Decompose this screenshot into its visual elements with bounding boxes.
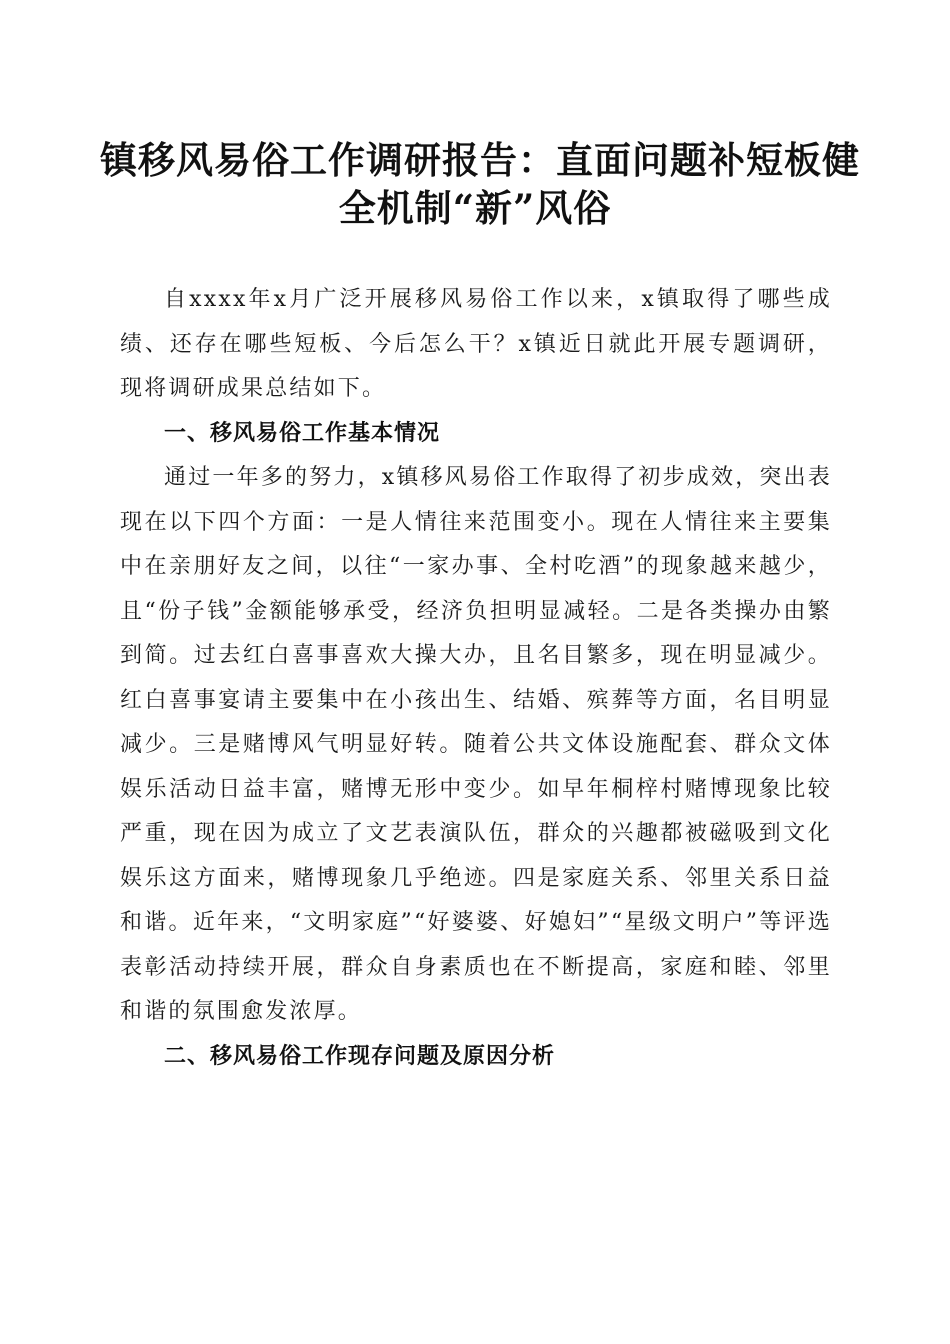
section-1-heading: 一、移风易俗工作基本情况: [164, 420, 441, 446]
document-title: [100, 136, 860, 232]
section-2-heading: 二、移风易俗工作现存问题及原因分析: [164, 1043, 556, 1069]
title-line-1: 镇移风易俗工作调研报告：直面问题补短板健: [100, 138, 860, 182]
document-body: [120, 278, 832, 1079]
title-line-2: 全机制“新”风俗: [338, 186, 612, 230]
section-1-paragraph: 通过一年多的努力，x镇移风易俗工作取得了初步成效，突出表现在以下四个方面：一是人情往来范围变小。现在人情往来主要集中在亲朋好友之间，以往“一家办事、全村吃酒”的现象越来越少，且“份子钱”金额能够承受，经济负担明显减轻。二是各类操办由繁到简。过去红白喜事喜欢大操大办，且名目繁多，现在明显减少。红白喜事宴请主要集中在小孩出生、结婚、殡葬等方面，名目明显减少。三是赌博风气明显好转。随着公共文体设施配套、群众文体娱乐活动日益丰富，赌博无形中变少。如早年桐梓村赌博现象比较严重，现在因为成立了文艺表演队伍，群众的兴趣都被磁吸到文化娱乐这方面来，赌博现象几乎绝迹。四是家庭关系、邻里关系日益和谐。近年来，“文明家庭”“好婆婆、好媳妇”“星级文明户”等评选表彰活动持续开展，群众自身素质也在不断提高，家庭和睦、邻里和谐的氛围愈发浓厚。: [120, 465, 833, 1024]
intro-paragraph: 自xxxx年x月广泛开展移风易俗工作以来，x镇取得了哪些成绩、还存在哪些短板、今后怎么干？x镇近日就此开展专题调研，现将调研成果总结如下。: [120, 287, 832, 401]
